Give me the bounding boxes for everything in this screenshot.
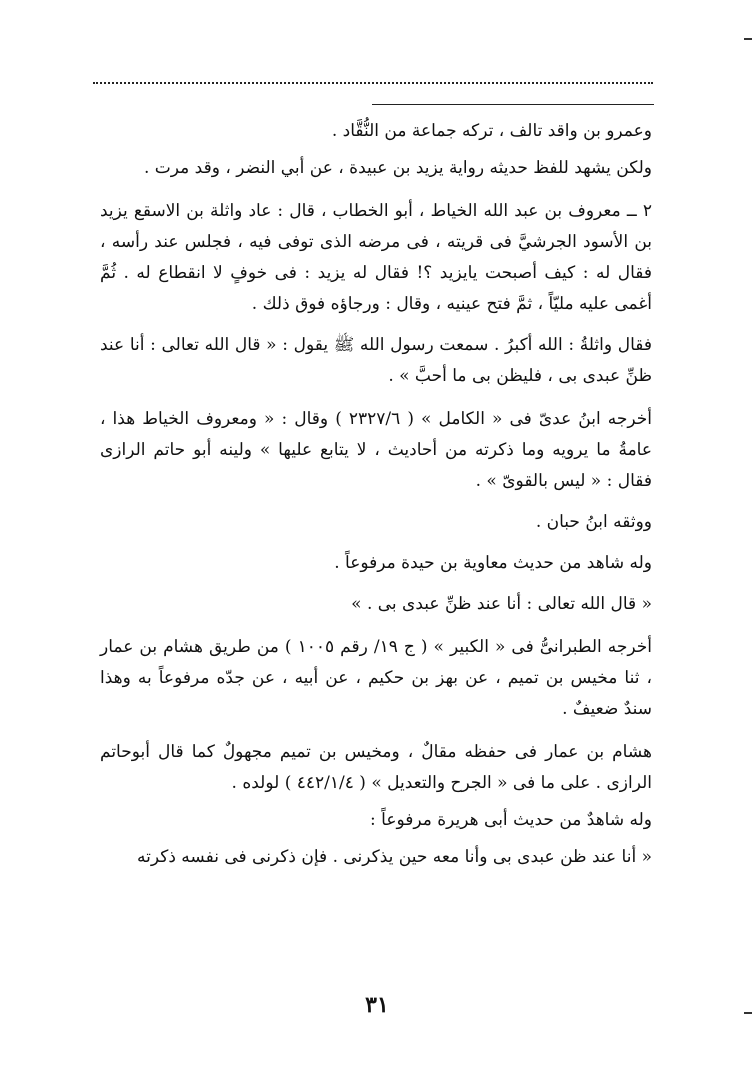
paragraph-hisham-critique: هشام بن عمار فى حفظه مقالٌ ، ومخيس بن تميم مجهولٌ كما قال أبوحاتم الرازى . على ما فى « الجرح والتعديل » ( ٤٤٢/١/٤ ) لولده . xyxy=(100,742,652,793)
paragraph-wathila-hadith: فقال واثلةُ : الله أكبرُ . سمعت رسول الله ﷺ يقول : « قال الله تعالى : أنا عند ظنِّ عبدى بى ، فليظن بى ما أحبَّ » . xyxy=(100,335,652,386)
page-body xyxy=(100,116,652,873)
edge-mark xyxy=(744,38,752,40)
paragraph-ibn-hibban: ووثقه ابنُ حبان . xyxy=(535,512,652,532)
paragraph-maruf-narration: ٢ ــ معروف بن عبد الله الخياط ، أبو الخطاب ، قال : عاد واثلة بن الاسقع يزيد بن الأسود الجرشيَّ فى قريته ، فى مرضه الذى توفى فيه ، فجلس عند رأسه ، فقال له : كيف أصبحت يايزيد ؟! فقال له يزيد : فى خوفٍ لا انقطاع له . ثُمَّ أغمى عليه مليّاً ، ثمَّ فتح عينيه ، وقال : ورجاؤه فوق ذلك . xyxy=(100,201,652,314)
paragraph-final-hadith: « أنا عند ظن عبدى بى وأنا معه حين يذكرنى . فإن ذكرنى فى نفسه ذكرته xyxy=(137,847,652,867)
paragraph-ibn-adi-takhrij: أخرجه ابنُ عدىّ فى « الكامل » ( ٢٣٢٧/٦ ) وقال : « ومعروف الخياط هذا ، عامةُ ما يرويه وما ذكرته من أحاديث ، لا يتابع عليها » ولينه أبو حاتم الرازى فقال : « ليس بالقوىّ » . xyxy=(100,409,652,491)
paragraph-abu-hurayra-witness: وله شاهدٌ من حديث أبى هريرة مرفوعاً : xyxy=(370,810,652,830)
paragraph-tabarani-takhrij: أخرجه الطبرانىُّ فى « الكبير » ( ج ١٩/ رقم ١٠٠٥ ) من طريق هشام بن عمار ، ثنا مخيس بن تميم ، عن بهز بن حكيم ، عن أبيه ، عن جدّه مرفوعاً به وهذا سندٌ ضعيفٌ . xyxy=(100,637,652,719)
page-number: ٣١ xyxy=(365,992,389,1018)
footnote-rule xyxy=(372,104,654,105)
paragraph-amr-ibn-waqid: وعمرو بن واقد تالف ، تركه جماعة من النُّقَّاد . xyxy=(331,121,652,141)
paragraph-muawiya-witness: وله شاهد من حديث معاوية بن حيدة مرفوعاً . xyxy=(334,553,652,573)
paragraph-qudsi-quote: « قال الله تعالى : أنا عند ظنِّ عبدى بى . » xyxy=(351,594,652,614)
dotted-separator xyxy=(93,82,653,84)
paragraph-yazid-witness: ولكن يشهد للفظ حديثه رواية يزيد بن عبيدة ، عن أبي النضر ، وقد مرت . xyxy=(143,158,652,178)
